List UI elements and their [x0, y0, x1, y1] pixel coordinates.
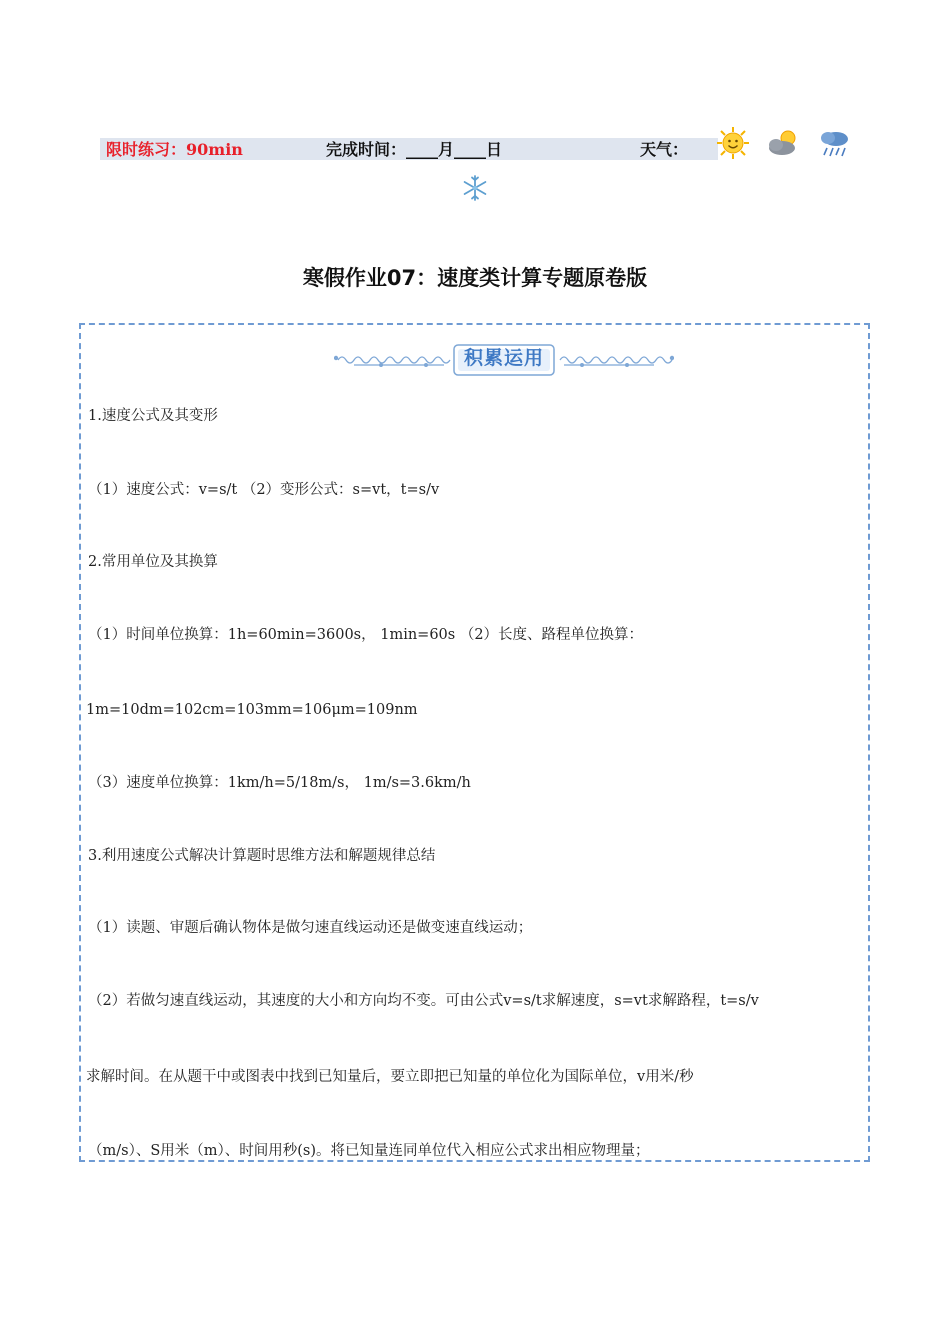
formula-line: （1）速度公式：v=s/t （2）变形公式：s=vt，t=s/v [88, 482, 440, 498]
page-title: 寒假作业07：速度类计算专题原卷版 [302, 266, 648, 290]
method-step-1: （1）读题、审题后确认物体是做匀速直线运动还是做变速直线运动； [88, 920, 533, 936]
method-step-2-cont2: （m/s）、S用米（m）、时间用秒(s)。将已知量连同单位代入相应公式求出相应物理量； [88, 1143, 650, 1159]
weather-label: 天气： [640, 140, 689, 159]
snowflake-icon [461, 174, 489, 202]
heading-speed-formula: 1.速度公式及其变形 [88, 408, 218, 424]
heading-method: 3.利用速度公式解决计算题时思维方法和解题规律总结 [88, 848, 436, 864]
sun-icon [716, 126, 750, 160]
completion-date: 完成时间：____月____日 [326, 140, 503, 159]
content-box [79, 323, 870, 1162]
speed-unit-line: （3）速度单位换算：1km/h=5/18m/s， 1m/s=3.6km/h [88, 775, 471, 791]
method-step-2: （2）若做匀速直线运动，其速度的大小和方向均不变。可由公式v=s/t求解速度，s=vt求解路程，t=s/v [88, 993, 759, 1009]
time-unit-line: （1）时间单位换算：1h=60min=3600s， 1min=60s （2）长度、路程单位换算： [88, 627, 644, 643]
heading-units: 2.常用单位及其换算 [88, 554, 218, 570]
method-step-2-cont: 求解时间。在从题干中或图表中找到已知量后，要立即把已知量的单位化为国际单位，v用米/秒 [86, 1069, 694, 1085]
partly-cloudy-icon [766, 128, 802, 158]
section-badge-text: 积累运用 [463, 347, 544, 369]
time-limit: 限时练习：90min [106, 140, 243, 159]
rain-icon [818, 128, 852, 160]
length-unit-line: 1m=10dm=102cm=103mm=106μm=109nm [86, 702, 418, 718]
